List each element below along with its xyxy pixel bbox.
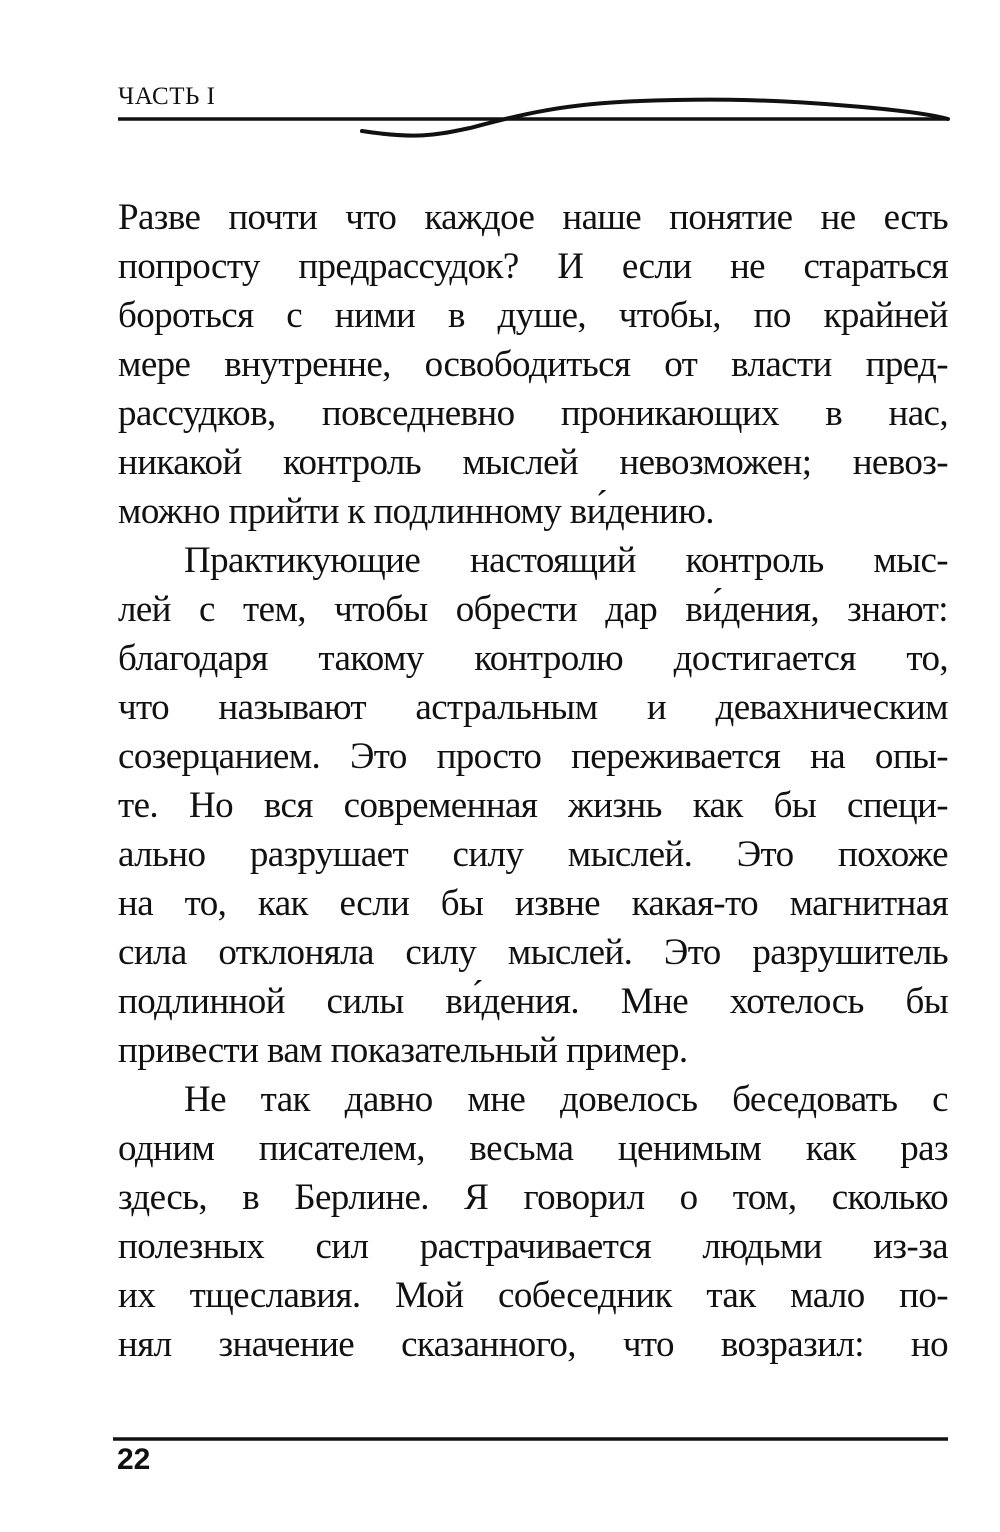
text-line: созерцанием. Это просто переживается на опы- [118,736,948,777]
body-text [118,193,948,1369]
text-line: никакой контроль мыслей невозможен; невоз- [118,442,948,483]
text-line: бороться с ними в душе, чтобы, по крайней [118,295,948,336]
text-line: нял значение сказанного, что возразил: но [118,1324,948,1365]
text-line: полезных сил растрачивается людьми из-за [118,1226,948,1267]
header-ornament-rule [0,90,1000,150]
text-line: одним писателем, весьма ценимым как раз [118,1128,948,1169]
text-line: лей с тем, чтобы обрести дар ви́дения, знают: [118,589,948,630]
text-line: их тщеславия. Мой собеседник так мало по- [118,1275,948,1316]
text-line: на то, как если бы извне какая-то магнитная [118,883,948,924]
text-line: мере внутренне, освободиться от власти пред- [118,344,948,385]
text-line: те. Но вся современная жизнь как бы специ- [118,785,948,826]
text-line: благодаря такому контролю достигается то, [118,638,948,679]
running-head: ЧАСТЬ I [118,83,216,110]
page-number: 22 [117,1443,151,1476]
text-line: здесь, в Берлине. Я говорил о том, сколько [118,1177,948,1218]
text-line: попросту предрассудок? И если не стараться [118,246,948,287]
text-line: рассудков, повседневно проникающих в нас, [118,393,948,434]
text-line: подлинной силы ви́дения. Мне хотелось бы [118,981,948,1022]
paragraph-start-line: Не так давно мне довелось беседовать с [184,1079,948,1120]
text-line: сила отклоняла силу мыслей. Это разрушитель [118,932,948,973]
text-line: Разве почти что каждое наше понятие не есть [118,197,948,238]
paragraph-start-line: Практикующие настоящий контроль мыс- [184,540,948,581]
text-line: что называют астральным и девахническим [118,687,948,728]
text-line: можно прийти к подлинному ви́дению. [118,491,714,532]
text-line: привести вам показательный пример. [118,1030,688,1071]
text-line: ально разрушает силу мыслей. Это похоже [118,834,948,875]
